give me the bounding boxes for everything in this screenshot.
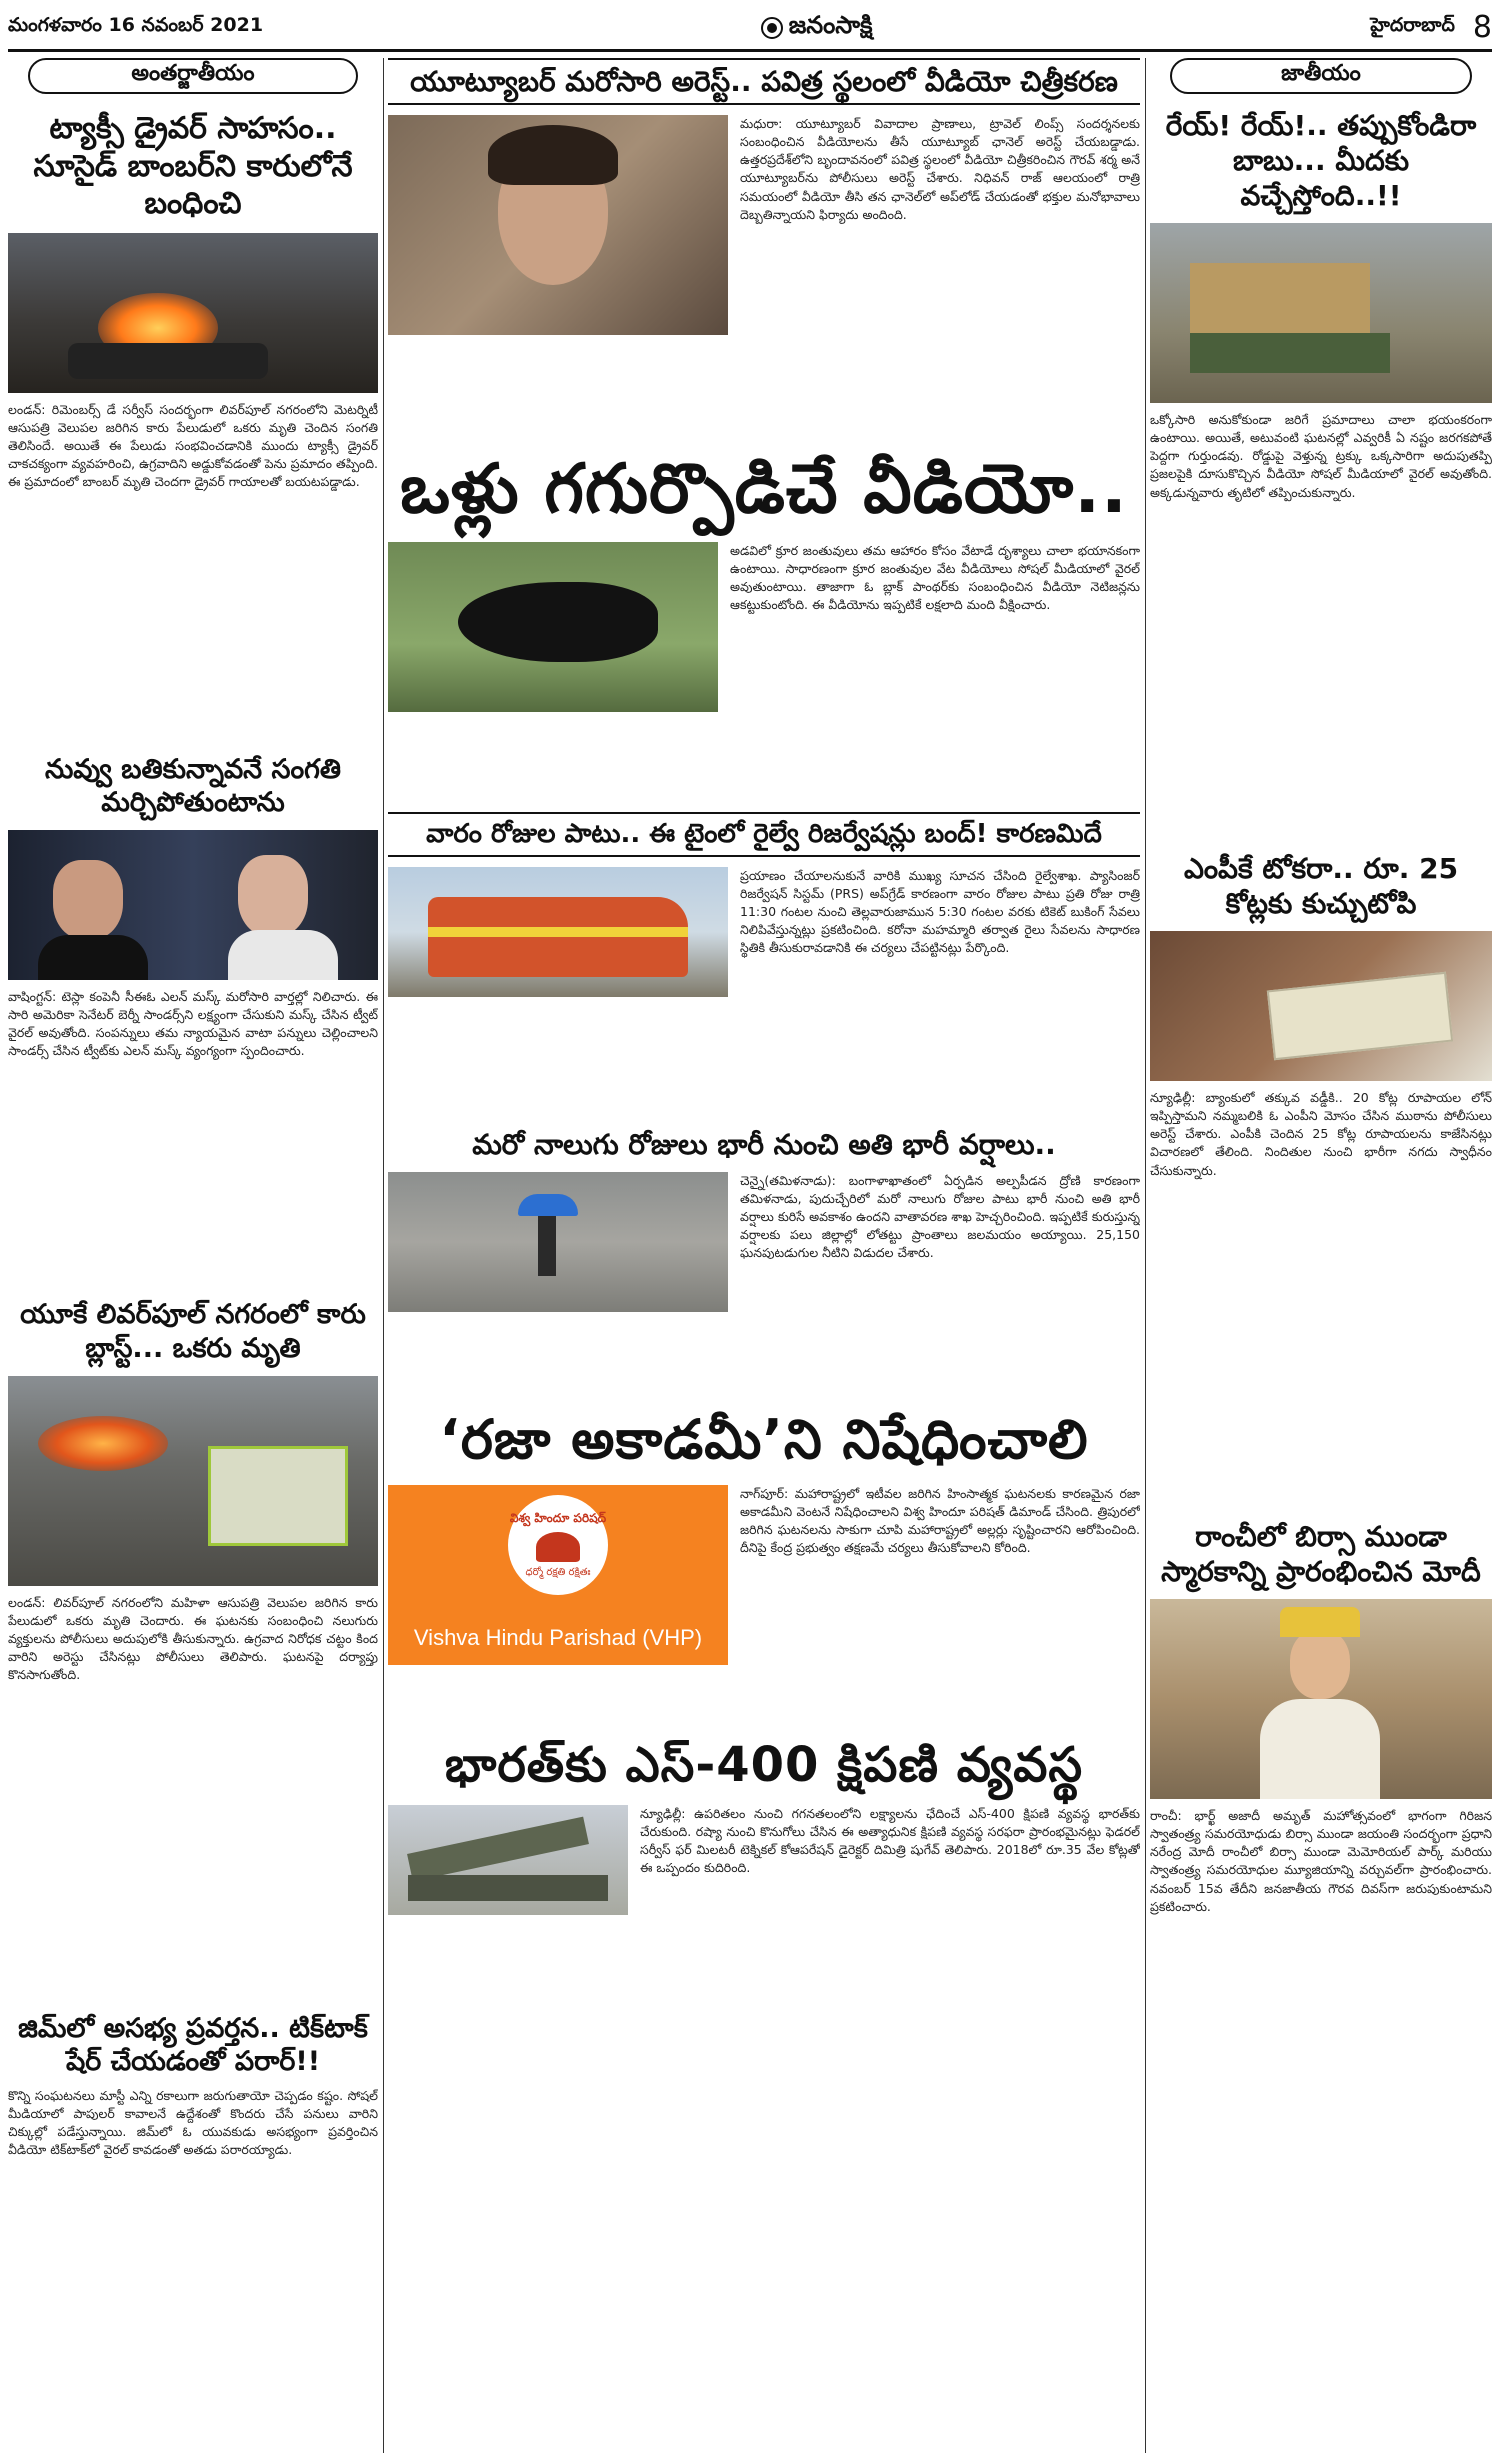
article-headline[interactable]: నువ్వు బతికున్నావనే సంగతి మర్చిపోతుంటాను xyxy=(44,753,341,819)
article-body: కొన్ని సంఘటనలు మాస్టీ ఎన్ని రకాలుగా జరుగుతాయో చెప్పడం కష్టం. సోషల్ మీడియాలో పాపులర్ కావాలనే ఉద్దేశంతో కొందరు చేసే పనులు వారిని చిక్కుల్లో పడేస్తున్నాయి. జిమ్‌లో ఓ యువకుడు అసభ్యంగా ప్రవర్తించిన వీడియో టిక్‌టాక్‌లో వైరల్ కావడంతో అతడు పరారయ్యాడు. xyxy=(8,2088,378,2158)
article-body: న్యూఢిల్లీ: బ్యాంకులో తక్కువ వడ్డీకి.. 20 కోట్ల రూపాయల లోన్ ఇప్పిస్తామని నమ్మబలికి ఓ ఎంపీని మోసం చేసిన ముఠాను పోలీసులు అరెస్ట్ చేశారు. ఎంపీకి చెందిన 25 కోట్ల రూపాయలను కాజేసినట్లు విచారణలో తేలింది. నిందితుల నుంచి భారీగా నగదు స్వాధీనం చేసుకున్నారు. xyxy=(1150,1090,1492,1178)
article-headline[interactable]: యూకే లివర్‌పూల్ నగరంలో కారు బ్లాస్ట్... ఒకరు మృతి xyxy=(20,1299,366,1364)
vhp-logo-title: విశ్వ హిందూ పరిషద్ xyxy=(509,1510,607,1525)
left-column xyxy=(8,58,378,2447)
vhp-logo-motto: ధర్మో రక్షతి రక్షితః xyxy=(525,1566,591,1578)
elon-musk-bernie-sanders-photo xyxy=(8,830,378,980)
paper-name: జనంసాక్షి xyxy=(788,10,873,39)
car-shape xyxy=(68,343,268,379)
banyan-tree-icon xyxy=(536,1532,580,1562)
article-body: నాగ్‌పూర్: మహారాష్ట్రలో ఇటీవల జరిగిన హింసాత్మక ఘటనలకు కారణమైన రజా అకాడమీని వెంటనే నిషేధించాలని విశ్వ హిందూ పరిషత్ డిమాండ్ చేసింది. త్రిపురలో జరిగిన ఘటనలను సాకుగా చూపి మహారాష్ట్రలో అల్లర్లు సృష్టించారని ఆరోపించింది. దీనిపై కేంద్ర ప్రభుత్వం తక్షణమే చర్యలు తీసుకోవాలని కోరింది. xyxy=(740,1486,1140,1556)
locomotive-shape xyxy=(428,897,688,977)
truck-body-shape xyxy=(1190,333,1390,373)
truck-accident-photo xyxy=(1150,223,1492,403)
vhp-emblem xyxy=(508,1495,608,1595)
article-body: వాషింగ్టన్: టెస్లా కంపెనీ సీఈఓ ఎలన్ మస్క్ మరోసారి వార్తల్లో నిలిచారు. ఈ సారి అమెరికా సెనేటర్ బెర్నీ సాండర్స్‌ని లక్ష్యంగా చేసుకుని మస్క్ చేసిన ట్వీట్ వైరల్ అవుతోంది. సంపన్నులు తమ న్యాయమైన వాటా పన్నులు చెల్లించాలని సాండర్స్ చేసిన ట్వీట్‌కు ఎలన్ మస్క్ వ్యంగ్యంగా స్పందించారు. xyxy=(8,989,378,1059)
fire-shape xyxy=(38,1416,168,1471)
vhp-logo-text: Vishva Hindu Parishad (VHP) xyxy=(413,1625,703,1650)
masthead-right xyxy=(1370,10,1492,45)
city-label: హైదరాబాద్ xyxy=(1370,14,1455,36)
train-photo xyxy=(388,867,728,997)
launcher-shape xyxy=(407,1817,589,1882)
banknotes-shape xyxy=(1267,972,1453,1060)
article-body: మధురా: యూట్యూబర్ వివాదాల ప్రాణాలు, ట్రావెల్ లింప్స్ సందర్శనలకు సంబంధించిన వీడియోలను తీసే యూట్యూబ్ ఛానెల్ అరెస్ట్ చేయబడ్డాడు. ఉత్తరప్రదేశ్‌లోని బృందావనంలో పవిత్ర స్థలంలో వీడియో చిత్రీకరించిన గౌరవ్ శర్మ అనే యూట్యూబర్‌ను పోలీసులు అరెస్ట్ చేశారు. నిధివన్ రాజ్ ఆలయంలో రాత్రి సమయంలో వీడియో తీసి తన ఛానెల్‌లో అప్‌లోడ్ చేయడంతో భక్తుల మనోభావాలు దెబ్బతిన్నాయని ఫిర్యాదు అందింది. xyxy=(740,116,1140,222)
truck-load-shape xyxy=(1190,263,1370,333)
page-number: 8 xyxy=(1472,10,1492,45)
column-divider xyxy=(383,58,384,2453)
article-headline[interactable]: వారం రోజుల పాటు.. ఈ టైంలో రైల్వే రిజర్వేషన్లు బంద్! కారణమిదే xyxy=(388,812,1140,857)
masthead xyxy=(8,6,1492,52)
modi-tribal-event-photo xyxy=(1150,1599,1492,1799)
vhp-logo xyxy=(388,1485,728,1665)
ambulance-shape xyxy=(208,1446,348,1546)
burning-car-photo xyxy=(8,233,378,393)
face-shape xyxy=(1290,1629,1350,1699)
headgear-shape xyxy=(1280,1607,1360,1637)
article-body: ఒక్కోసారి అనుకోకుండా జరిగే ప్రమాదాలు చాలా భయంకరంగా ఉంటాయి. అయితే, అటువంటి ఘటనల్లో ఎవ్వరికీ ఏ నష్టం జరగకపోతే పెద్దగా గుర్తుండవు. రోడ్డుపై వెళ్తున్న ట్రక్కు ఒక్కసారిగా అదుపుతప్పి ప్రజలపైకి దూసుకొచ్చిన వీడియో సోషల్ మీడియాలో వైరల్ అవుతోంది. అక్కడున్నవారు తృటిలో తప్పించుకున్నారు. xyxy=(1150,412,1492,500)
article-body: లండన్: రిమెంబర్స్ డే సర్వీస్ సందర్భంగా లివర్‌పూల్ నగరంలోని మెటర్నిటీ ఆసుపత్రి వెలుపల జరిగిన కారు పేలుడులో ఒకరు మృతి చెందిన సంగతి తెలిసిందే. అయితే ఈ పేలుడు సంభవించడానికి ముందు ట్యాక్సీ డ్రైవర్ చాకచక్యంగా వ్యవహరించి, ఉగ్రవాదిని అడ్డుకోవడంతో పెను ప్రమాదం తప్పింది. ఈ ప్రమాదంలో బాంబర్ మృతి చెందగా డ్రైవర్ గాయాలతో బయటపడ్డాడు. xyxy=(8,401,378,489)
main-headline[interactable]: ‘రజా అకాడమీ’ని నిషేధించాలి xyxy=(439,1407,1089,1471)
middle-column xyxy=(388,58,1140,1955)
face-shape xyxy=(238,855,308,937)
issue-date: మంగళవారం 16 నవంబర్ 2021 xyxy=(8,14,264,36)
paper-logo xyxy=(761,11,873,45)
main-headline[interactable]: భారత్‌కు ఎస్-400 క్షిపణి వ్యవస్థ xyxy=(444,1737,1084,1793)
section-tab-national[interactable]: జాతీయం xyxy=(1170,58,1472,94)
article-headline[interactable]: జిమ్‌లో అసభ్య ప్రవర్తన.. టిక్‌టాక్ షేర్ చేయడంతో పరార్!! xyxy=(18,2012,368,2078)
article-headline[interactable]: ఎంపీకే టోకరా.. రూ. 25 కోట్లకు కుచ్చుటోపి xyxy=(1183,852,1459,920)
article-body: ప్రయాణం చేయాలనుకునే వారికి ముఖ్య సూచన చేసింది రైల్వేశాఖ. ప్యాసింజర్ రిజర్వేషన్ సిస్టమ్ (PRS) అప్‌గ్రేడ్ కారణంగా వారం రోజుల పాటు ప్రతి రోజు రాత్రి 11:30 గంటల నుంచి తెల్లవారుజామున 5:30 గంటల వరకు టికెట్ బుకింగ్ సేవలు నిలిపివేస్తున్నట్లు ప్రకటించింది. కరోనా మహమ్మారి తర్వాత రైలు సేవలను సాధారణ స్థితికి తీసుకురావడానికి ఈ చర్యలు చేపట్టినట్లు పేర్కొంది. xyxy=(740,867,1140,955)
article-headline[interactable]: మరో నాలుగు రోజులు భారీ నుంచి అతి భారీ వర్షాలు.. xyxy=(472,1127,1056,1161)
hair-shape xyxy=(488,125,618,185)
article-headline[interactable]: ట్యాక్సీ డ్రైవర్ సాహసం.. సూసైడ్ బాంబర్‌ని కారులోనే బంధించి xyxy=(33,111,353,221)
article-body: అడవిలో క్రూర జంతువులు తమ ఆహారం కోసం వేటాడే దృశ్యాలు చాలా భయానకంగా ఉంటాయి. సాధారణంగా క్రూర జంతువుల వేట వీడియోలు సోషల్ మీడియాలో వైరల్ అవుతుంటాయి. తాజాగా ఓ బ్లాక్ పాంథర్‌కు సంబంధించిన వీడియో నెటిజన్లను ఆకట్టుకుంటోంది. ఈ వీడియోను ఇప్పటికే లక్షలాది మంది వీక్షించారు. xyxy=(730,543,1140,613)
section-tab-international[interactable]: అంతర్జాతీయం xyxy=(28,58,358,94)
locomotive-stripe xyxy=(428,927,688,937)
article-body: రాంచీ: భార్ఖ్ అజాదీ అమృత్ మహోత్సవంలో భాగంగా గిరిజన స్వాతంత్ర్య సమరయోధుడు బిర్సా ముండా జయంతి సందర్భంగా ప్రధాని నరేంద్ర మోదీ రాంచీలో బిర్సా ముండా మెమోరియల్ పార్క్ మరియు స్వాతంత్ర్య సమరయోధుల మ్యూజియాన్ని వర్చువల్‌గా ప్రారంభించారు. నవంబర్ 15వ తేదీని జనజాతీయ గౌరవ దివస్‌గా జరుపుకుంటామని ప్రకటించారు. xyxy=(1150,1808,1492,1914)
article-body: న్యూఢిల్లీ: ఉపరితలం నుంచి గగనతలంలోని లక్ష్యాలను ఛేదించే ఎస్-400 క్షిపణి వ్యవస్థ భారత్‌కు చేరుకుంది. రష్యా నుంచి కొనుగోలు చేసిన ఈ అత్యాధునిక క్షిపణి వ్యవస్థ సరఫరా ప్రారంభమైనట్లు ఫెడరల్ సర్వీస్ ఫర్ మిలటరీ టెక్నికల్ కోఆపరేషన్ డైరెక్టర్ దిమిత్రి షుగేవ్ తెలిపారు. 2018లో రూ.35 వేల కోట్లతో ఈ ఒప్పందం కుదిరింది. xyxy=(640,1806,1140,1876)
main-headline[interactable]: ఒళ్లు గగుర్పొడిచే వీడియో.. xyxy=(400,450,1128,529)
person-shape xyxy=(538,1216,556,1276)
rain-street-photo xyxy=(388,1172,728,1312)
article-body: లండన్: లివర్‌పూల్ నగరంలోని మహిళా ఆసుపత్రి వెలుపల జరిగిన కారు పేలుడులో ఒకరు మృతి చెందారు. ఈ ఘటనకు సంబంధించి నలుగురు వ్యక్తులను పోలీసులు అదుపులోకి తీసుకున్నారు. ఉగ్రవాద నిరోధక చట్టం కింద వారిని అరెస్టు చేసినట్లు పోలీసులు తెలిపారు. ఘటనపై దర్యాప్తు కొనసాగుతోంది. xyxy=(8,1594,378,1682)
article-headline[interactable]: రాంచీలో బిర్సా ముండా స్మారకాన్ని ప్రారంభించిన మోదీ xyxy=(1161,1520,1481,1588)
kurta-shape xyxy=(1260,1699,1380,1799)
article-headline[interactable]: రేయ్! రేయ్!.. తప్పుకోండిరా బాబు... మీదకు వచ్చేస్తోంది..!! xyxy=(1165,109,1477,212)
column-divider xyxy=(1145,58,1146,2453)
s400-missile-photo xyxy=(388,1805,628,1915)
truck-shape xyxy=(408,1875,608,1901)
article-headline[interactable]: యూట్యూబర్ మరోసారి అరెస్ట్.. పవిత్ర స్థలంలో వీడియో చిత్రీకరణ xyxy=(388,58,1140,105)
panther-shape xyxy=(458,582,658,662)
article-body: చెన్నై(తమిళనాడు): బంగాళాఖాతంలో ఏర్పడిన అల్పపీడన ద్రోణి కారణంగా తమిళనాడు, పుదుచ్చేరిలో మరో నాలుగు రోజుల పాటు భారీ నుంచి అతి భారీ వర్షాలు కురిసే అవకాశం ఉందని వాతావరణ శాఖ హెచ్చరించింది. ఇప్పటికే కురుస్తున్న వర్షాలకు పలు జిల్లాల్లో లోతట్టు ప్రాంతాలు జలమయం అయ్యాయి. 25,150 ఘనపుటడుగుల నీటిని విడుదల చేశారు. xyxy=(740,1172,1140,1260)
liverpool-blast-photo xyxy=(8,1376,378,1586)
face-shape xyxy=(53,860,123,940)
right-column xyxy=(1150,58,1492,2367)
umbrella-shape xyxy=(518,1194,578,1216)
logo-mark-icon xyxy=(761,17,783,39)
suit-shape xyxy=(38,935,148,980)
shirt-shape xyxy=(228,930,338,980)
money-counting-photo xyxy=(1150,931,1492,1081)
youtuber-portrait-photo xyxy=(388,115,728,335)
black-panther-photo xyxy=(388,542,718,712)
